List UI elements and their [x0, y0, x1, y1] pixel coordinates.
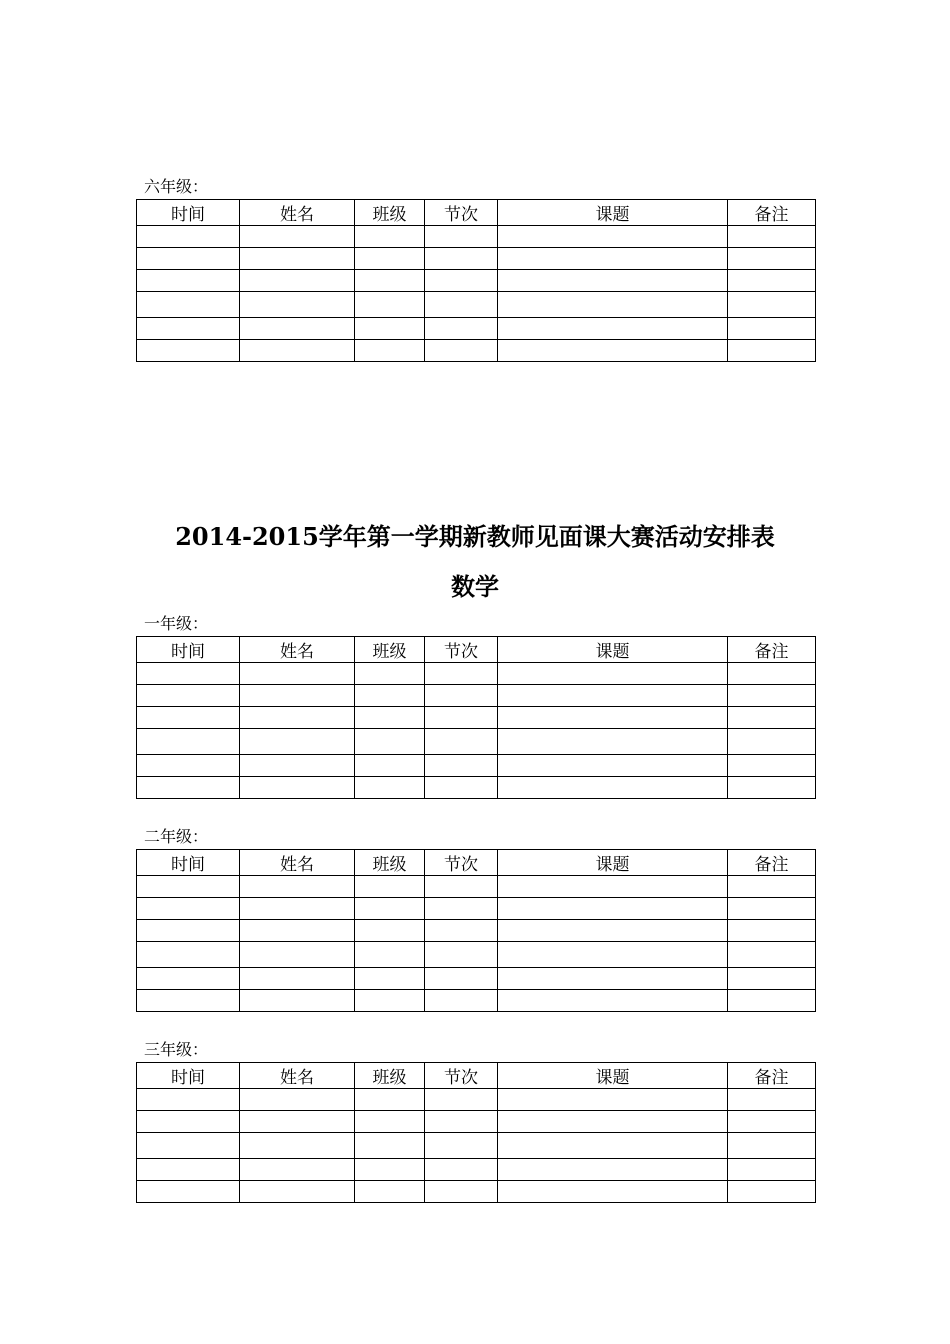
col-header-topic: 课题	[498, 1063, 728, 1089]
col-header-time: 时间	[137, 850, 240, 876]
col-header-topic: 课题	[498, 850, 728, 876]
table-row	[137, 292, 816, 318]
col-header-remarks: 备注	[728, 850, 816, 876]
col-header-topic: 课题	[498, 637, 728, 663]
table-row	[137, 340, 816, 362]
col-header-period: 节次	[425, 200, 498, 226]
grade-label-3: 三年级：	[144, 1040, 209, 1059]
col-header-name: 姓名	[240, 850, 355, 876]
grade-label-2: 二年级：	[144, 827, 209, 846]
col-header-time: 时间	[137, 637, 240, 663]
table-row	[137, 270, 816, 292]
col-header-class: 班级	[355, 1063, 425, 1089]
col-header-remarks: 备注	[728, 200, 816, 226]
grade-label-1: 一年级：	[144, 614, 209, 633]
table-row	[137, 226, 816, 248]
table-row	[137, 942, 816, 968]
table-row	[137, 1089, 816, 1111]
table-header-row	[137, 200, 816, 226]
table-row	[137, 248, 816, 270]
col-header-class: 班级	[355, 200, 425, 226]
col-header-remarks: 备注	[728, 1063, 816, 1089]
table-header-row	[137, 850, 816, 876]
table-row	[137, 898, 816, 920]
table-row	[137, 920, 816, 942]
col-header-remarks: 备注	[728, 637, 816, 663]
table-row	[137, 685, 816, 707]
table-row	[137, 707, 816, 729]
col-header-name: 姓名	[240, 637, 355, 663]
table-row	[137, 1181, 816, 1203]
schedule-table-grade-2	[136, 849, 816, 1012]
col-header-period: 节次	[425, 1063, 498, 1089]
page-title: 2014-2015学年第一学期新教师见面课大赛活动安排表	[175, 522, 775, 551]
table-header-row	[137, 637, 816, 663]
table-header-row	[137, 1063, 816, 1089]
col-header-time: 时间	[137, 1063, 240, 1089]
table-row	[137, 663, 816, 685]
col-header-period: 节次	[425, 850, 498, 876]
schedule-table-grade-1	[136, 636, 816, 799]
col-header-class: 班级	[355, 850, 425, 876]
table-row	[137, 729, 816, 755]
schedule-table-grade-6	[136, 199, 816, 362]
subject-heading: 数学	[451, 572, 499, 601]
table-row	[137, 1111, 816, 1133]
col-header-period: 节次	[425, 637, 498, 663]
table-row	[137, 990, 816, 1012]
table-row	[137, 876, 816, 898]
table-row	[137, 318, 816, 340]
col-header-topic: 课题	[498, 200, 728, 226]
table-row	[137, 1133, 816, 1159]
table-row	[137, 777, 816, 799]
col-header-class: 班级	[355, 637, 425, 663]
col-header-time: 时间	[137, 200, 240, 226]
table-row	[137, 755, 816, 777]
schedule-table-grade-3	[136, 1062, 816, 1203]
grade-label-6: 六年级：	[144, 177, 209, 196]
table-row	[137, 1159, 816, 1181]
col-header-name: 姓名	[240, 1063, 355, 1089]
table-row	[137, 968, 816, 990]
col-header-name: 姓名	[240, 200, 355, 226]
